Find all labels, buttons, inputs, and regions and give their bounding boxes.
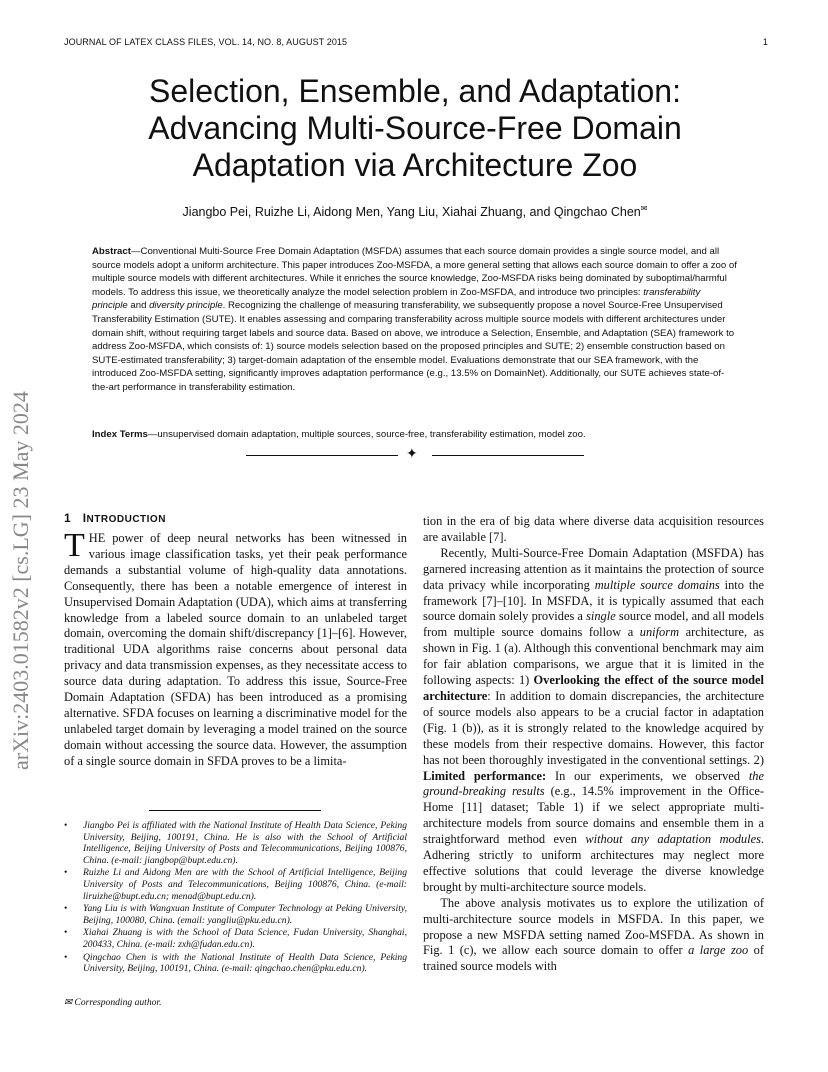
paper-title bbox=[100, 73, 730, 184]
corresponding-icon: ✉ bbox=[640, 204, 648, 213]
intro-paragraph-1 bbox=[64, 527, 407, 770]
abstract bbox=[92, 245, 737, 395]
index-terms-text: —unsupervised domain adaptation, multiple sources, source-free, transferability estimation, model zoo. bbox=[147, 429, 586, 440]
footnote-rule bbox=[149, 810, 321, 811]
abstract-text-2: . Recognizing the challenge of measuring transferability, we subsequently propose a novel Source-Free Unsupervised Transferability Estimation (SUTE). It enables assessing and comparing transferability across multiple source models with different architectures under domain shift, without requiring target labels and source data. Based on above, we introduce a Selection, Ensemble, and Adaptation (SEA) framework to address Zoo-MSFDA, which consists of: 1) source models selection based on the proposed principles and SUTE; 2) ensemble construction based on SUTE-estimated transferability; 3) target-domain adaptation of the ensemble model. Evaluations demonstrate that our SEA framework, with the introduced Zoo-MSFDA setting, significantly improves adaptation performance (e.g., 13.5% on DomainNet). Additionally, our SUTE achieves state-of-the-art performance in transferability estimation. bbox=[92, 300, 735, 393]
continued-paragraph: tion in the era of big data where diverse data acquisition resources are available [7]. bbox=[423, 514, 764, 544]
footnote-item: • Jiangbo Pei is affiliated with the National Institute of Health Data Science, Peking University, Beijing, 100191, China. He is also with the School of Artificial Intelligence, Beijing University of Posts and Telecommunications, Beijing 100876, China. (e-mail: jiangbop@bupt.edu.cn). bbox=[64, 820, 407, 866]
abstract-em-2: diversity principle bbox=[149, 300, 223, 312]
arxiv-stamp: arXiv:2403.01582v2 [cs.LG] 23 May 2024 bbox=[8, 391, 33, 770]
page-number: 1 bbox=[762, 37, 768, 47]
footnote-item: • Xiahai Zhuang is with the School of Data Science, Fudan University, Shanghai, 200433, China. (e-mail: zxh@fudan.edu.cn). bbox=[64, 927, 407, 950]
corresponding-author-note: ✉ Corresponding author. bbox=[64, 997, 162, 1008]
bold-run: Limited performance: bbox=[423, 768, 547, 783]
journal-name: JOURNAL OF LATEX CLASS FILES, VOL. 14, NO. 8, AUGUST 2015 bbox=[64, 37, 348, 47]
bold-run: Overlooking the effect of the source model architecture bbox=[423, 673, 764, 703]
section-divider bbox=[246, 449, 584, 461]
text-run: (e.g., 14.5% improvement in the Office-Home [11] dataset; Table 1) if we select appropriate multi-architecture models from source domains and ensemble them in a straightforward method even bbox=[423, 784, 765, 847]
emphasis: without any adaptation modules bbox=[585, 832, 761, 847]
title-line-2: Advancing Multi-Source-Free Domain bbox=[148, 110, 682, 146]
emphasis: multiple source domains bbox=[594, 577, 720, 592]
divider-star-icon: ✦ bbox=[406, 447, 418, 462]
title-line-3: Adaptation via Architecture Zoo bbox=[192, 147, 638, 183]
section-title-first: I bbox=[82, 511, 87, 525]
text-run: source model, and all models from multiple source domains follow a bbox=[423, 609, 764, 640]
authors-text: Jiangbo Pei, Ruizhe Li, Aidong Men, Yang Liu, Xiahai Zhuang, and Qingchao Chen bbox=[182, 205, 641, 220]
section-number: 1 bbox=[64, 511, 72, 525]
right-column bbox=[423, 514, 764, 975]
index-terms-label: Index Terms bbox=[92, 429, 148, 440]
paragraph-motivation bbox=[423, 896, 764, 976]
emphasis: the ground-breaking results bbox=[423, 768, 764, 799]
footnote-item: • Yang Liu is with Wangxuan Institute of Computer Technology at Peking University, Beijing, 100080, China. (email: yangliu@pku.edu.cn). bbox=[64, 903, 407, 926]
text-run: into the framework [7]–[10]. In MSFDA, it is typically assumed that each source domain solely provides a bbox=[423, 577, 764, 624]
text-run: architecture, as shown in Fig. 1 (a). Although this conventional benchmark may aim for fair ablation comparisons, we argue that it is limited in the following aspects: 1) bbox=[423, 625, 764, 688]
text-run: The above analysis motivates us to explore the utilization of multi-architecture source models in MSFDA. In this paper, we propose a new MSFDA setting named Zoo-MSFDA. As shown in Fig. 1 (c), we allow each source domain to offer bbox=[423, 895, 764, 958]
text-run: Recently, Multi-Source-Free Domain Adaptation (MSFDA) has garnered increasing attention as it maintains the protection of source data privacy while incorporating bbox=[423, 545, 764, 592]
left-column bbox=[64, 527, 407, 770]
author-list bbox=[100, 204, 730, 219]
divider-line-right bbox=[432, 455, 584, 456]
abstract-em-1: transferability principle bbox=[92, 286, 701, 312]
section-title-rest: NTRODUCTION bbox=[86, 514, 166, 525]
text-run: . Adhering strictly to uniform architectures may neglect more effective solutions that could leverage the diverse knowledge brought by multi-architecture source models. bbox=[423, 832, 765, 894]
abstract-and: and bbox=[127, 300, 150, 312]
footnote-item: • Ruizhe Li and Aidong Men are with the School of Artificial Intelligence, Beijing University of Posts and Telecommunications, Beijing 100876, China. (e-mail: liruizhe@bupt.edu.cn; menad@bupt.edu.cn). bbox=[64, 867, 407, 902]
emphasis: single bbox=[586, 609, 616, 624]
paragraph-recently bbox=[423, 546, 764, 896]
index-terms bbox=[92, 429, 737, 440]
abstract-text-1: —Conventional Multi-Source Free Domain Adaptation (MSFDA) assumes that each source domain provides a single source model, and all source models adopt a uniform architecture. This paper introduces Zoo-MSFDA, a more general setting that allows each source domain to offer a zoo of multiple source models with different architectures. While it enriches the source knowledge, Zoo-MSFDA risks being dominated by suboptimal/harmful models. To address this issue, we theoretically analyze the model selection problem in Zoo-MSFDA, and introduce two principles: bbox=[92, 246, 737, 298]
text-run: : In addition to domain discrepancies, the architecture of source models also appears to be a crucial factor in adaptation (Fig. 1 (b)), as it is strongly related to the knowledge acquired by these models from their respective domains. However, this factor has not been thoroughly investigated in the conventional settings. 2) bbox=[423, 688, 764, 767]
footnote-list bbox=[64, 820, 407, 976]
dropcap: T bbox=[64, 527, 85, 564]
lead-word: HE bbox=[88, 531, 106, 545]
divider-line-left bbox=[246, 455, 398, 456]
text-run: of trained source models with bbox=[423, 943, 764, 974]
running-head bbox=[64, 37, 768, 47]
intro-text: power of deep neural networks has been witnessed in various image classification tasks, yet their peak performance demands a substantial volume of high-quality data annotations. Consequently, there has been a notable emergence of interest in Unsupervised Domain Adaptation (UDA), which aims at transferring knowledge from a labeled source domain to an unlabeled target domain, overcoming the domain shift/discrepancy [1]–[6]. However, traditional UDA algorithms raise concerns about personal data privacy and data transmission expenses, as they necessitate access to source data during adaptation. To address this issue, Source-Free Domain Adaptation (SFDA) has been introduced as a promising alternative. SFDA focuses on learning a discriminative model for the unlabeled target domain by leveraging a model trained on the source domain without accessing the source data. However, the assumption of a single source domain in SFDA proves to be a limita- bbox=[64, 531, 407, 768]
emphasis: a large zoo bbox=[688, 943, 749, 958]
emphasis: uniform bbox=[639, 625, 680, 640]
section-heading bbox=[64, 511, 166, 525]
text-run: In our experiments, we observed bbox=[546, 768, 749, 783]
abstract-label: Abstract bbox=[92, 246, 131, 257]
title-line-1: Selection, Ensemble, and Adaptation: bbox=[149, 73, 681, 109]
footnote-item: • Qingchao Chen is with the National Institute of Health Data Science, Peking University, Beijing, 100191, China. (e-mail: qingchao.chen@pku.edu.cn). bbox=[64, 952, 407, 975]
